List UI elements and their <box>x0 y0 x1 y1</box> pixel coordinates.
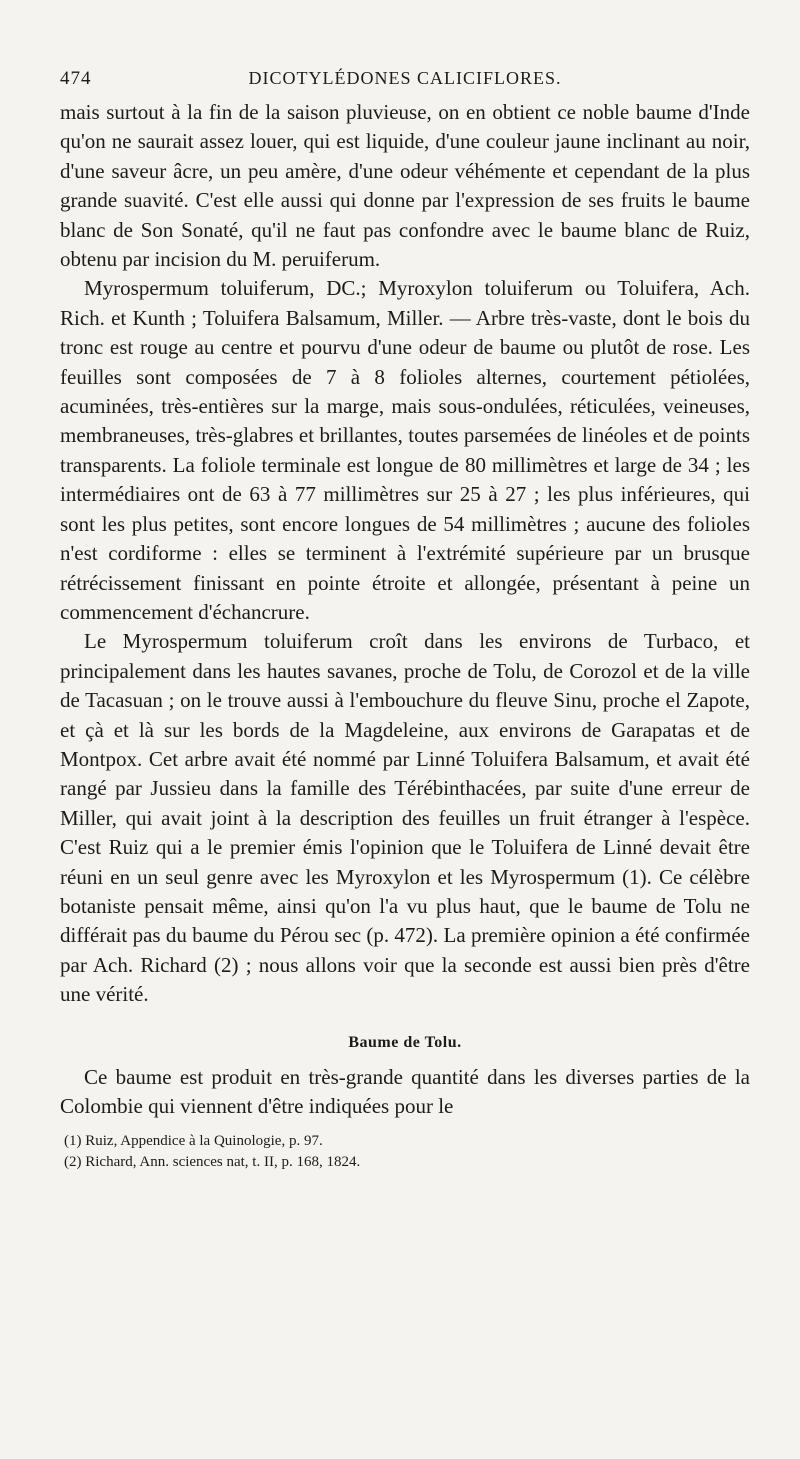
page-body <box>60 98 750 1174</box>
paragraph-distribution: Le Myrospermum toluiferum croît dans les environs de Turbaco, et principalement dans les hautes savanes, proche de Tolu, de Corozol et de la ville de Tacasuan ; on le trouve aussi à l'embouchure du fleuve Sinu, proche el Zapote, et çà et là sur les bords de la Magdeleine, aux environs de Garapatas et de Montpox. Cet arbre avait été nommé par Linné Toluifera Balsamum, et avait été rangé par Jussieu dans la famille des Térébinthacées, par suite d'une erreur de Miller, qui avait joint à la description des feuilles un fruit étranger à l'espèce. C'est Ruiz qui a le premier émis l'opinion que le Toluifera de Linné devait être réuni en un seul genre avec les Myroxylon et les Myrospermum (1). Ce célèbre botaniste pensait même, ainsi qu'on l'a vu plus haut, que le baume de Tolu ne différait pas du baume du Pérou sec (p. 472). La première opinion a été confirmée par Ach. Richard (2) ; nous allons voir que la seconde est aussi bien près d'être une vérité. <box>60 629 750 1007</box>
footnote-marker: (2) <box>64 1153 82 1170</box>
section-heading: Baume de Tolu. <box>348 1033 462 1051</box>
footnotes <box>60 1132 750 1172</box>
footnote-marker: (1) <box>64 1132 82 1149</box>
page-number: 474 <box>60 68 92 89</box>
paragraph-balsam-intro: Ce baume est produit en très-grande quantité dans les diverses parties de la Colombie qui viennent d'être indiquées pour le <box>60 1065 750 1119</box>
paragraph-species-description: Myrospermum toluiferum, DC.; Myroxylon toluiferum ou Toluifera, Ach. Rich. et Kunth ; Toluifera Balsamum, Miller. — Arbre très-vaste, dont le bois du tronc est rouge au centre et pourvu d'une odeur de baume ou plutôt de rose. Les feuilles sont composées de 7 à 8 folioles alternes, courtement pétiolées, acuminées, très-entières sur la marge, mais sous-ondulées, réticulées, veineuses, membraneuses, très-glabres et brillantes, toutes parsemées de linéoles et de points transparents. La foliole terminale est longue de 80 millimètres et large de 34 ; les intermédiaires ont de 63 à 77 millimètres sur 25 à 27 ; les plus inférieures, qui sont les plus petites, sont encore longues de 54 millimètres ; aucune des folioles n'est cordiforme : elles se terminent à l'extrémité supérieure par un brusque rétrécissement finissant en pointe étroite et allongée, présentant à peine un commencement d'échancrure. <box>60 276 750 624</box>
running-head: DICOTYLÉDONES CALICIFLORES. <box>248 68 562 88</box>
page-header <box>60 68 750 98</box>
footnote-1 <box>64 1132 750 1151</box>
paragraph-continuation: mais surtout à la fin de la saison pluvieuse, on en obtient ce noble baume d'Inde qu'on ne saurait assez louer, qui est liquide, d'une couleur jaune inclinant au noir, d'une saveur âcre, un peu amère, d'une odeur véhémente et cependant de la plus grande suavité. C'est elle aussi qui donne par l'expression de ses fruits le baume blanc de Son Sonaté, qu'il ne faut pas confondre avec le baume blanc de Ruiz, obtenu par incision du M. peruiferum. <box>60 100 750 272</box>
footnote-2 <box>64 1153 750 1172</box>
footnote-text: Richard, Ann. sciences nat, t. II, p. 168, 1824. <box>85 1153 361 1170</box>
footnote-text: Ruiz, Appendice à la Quinologie, p. 97. <box>85 1132 323 1149</box>
